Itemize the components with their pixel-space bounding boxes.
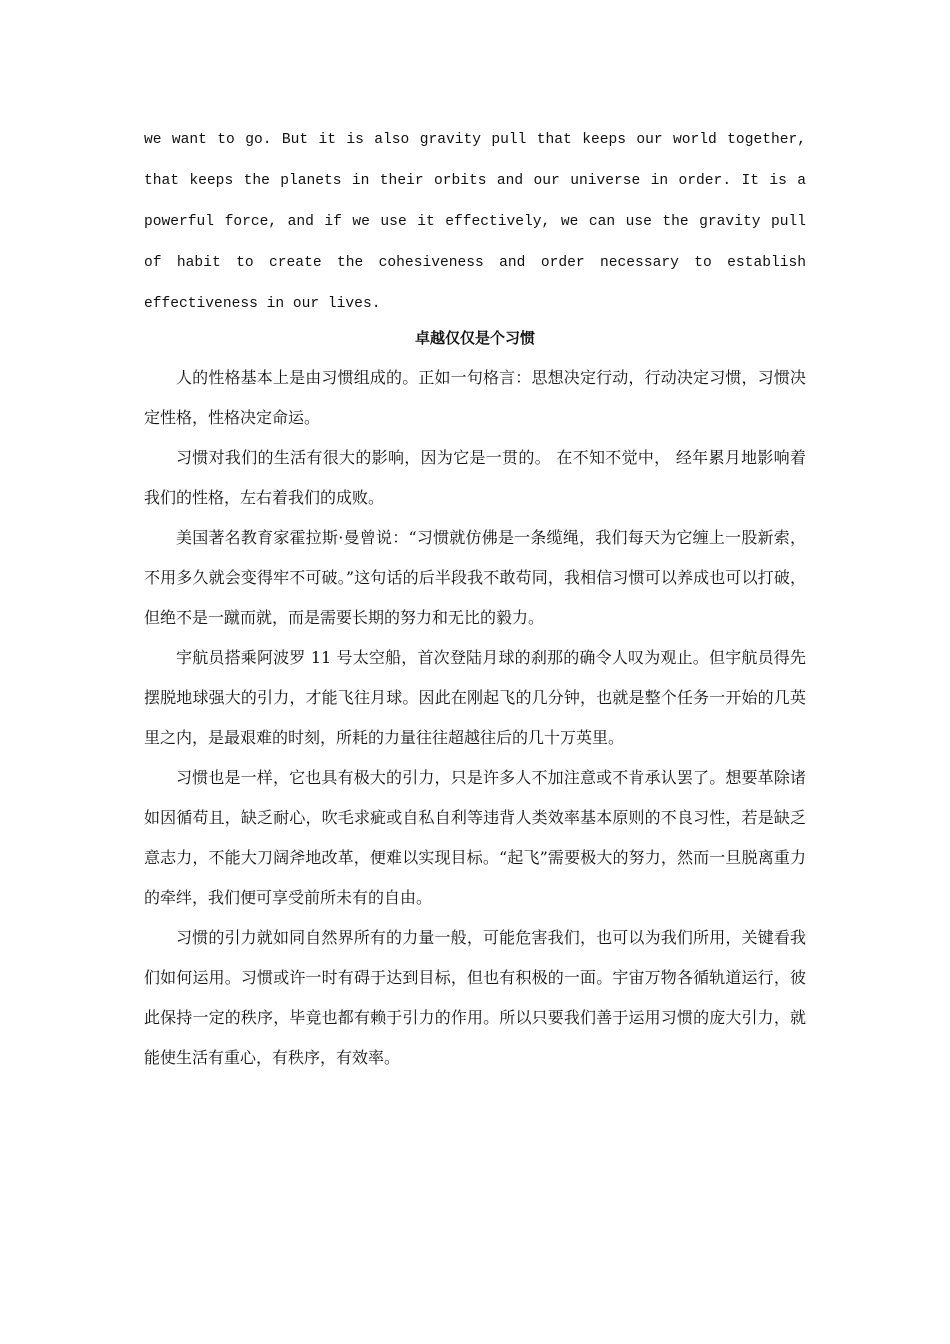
article-title: 卓越仅仅是个习惯 bbox=[414, 329, 535, 347]
body-paragraph-3: 美国著名教育家霍拉斯·曼曾说：“习惯就仿佛是一条缆绳，我们每天为它缠上一股新索，不用多久就会变得牢不可破。”这句话的后半段我不敢苟同，我相信习惯可以养成也可以打破，但绝不是一蹴而就，而是需要长期的努力和无比的毅力。 bbox=[144, 528, 806, 627]
body-paragraph-1: 人的性格基本上是由习惯组成的。正如一句格言：思想决定行动，行动决定习惯，习惯决定性格，性格决定命运。 bbox=[144, 368, 806, 427]
body-paragraph-4: 宇航员搭乘阿波罗 11 号太空船，首次登陆月球的刹那的确令人叹为观止。但宇航员得先摆脱地球强大的引力，才能飞往月球。因此在刚起飞的几分钟，也就是整个任务一开始的几英里之内，是最艰难的时刻，所耗的力量往往超越往后的几十万英里。 bbox=[144, 648, 806, 747]
body-paragraph-2: 习惯对我们的生活有很大的影响，因为它是一贯的。 在不知不觉中， 经年累月地影响着我们的性格，左右着我们的成败。 bbox=[144, 448, 806, 507]
body-paragraph-5: 习惯也是一样，它也具有极大的引力，只是许多人不加注意或不肯承认罢了。想要革除诸如因循苟且，缺乏耐心，吹毛求疵或自私自利等违背人类效率基本原则的不良习性，若是缺乏意志力，不能大刀阔斧地改革，便难以实现目标。“起飞”需要极大的努力，然而一旦脱离重力的牵绊，我们便可享受前所未有的自由。 bbox=[144, 768, 806, 907]
english-paragraph: we want to go. But it is also gravity pull that keeps our world together, that keeps the planets in their orbits and our universe in order. It is a powerful force, and if we use it effectively, we can use the gravity pull of habit to create the cohesiveness and order necessary to establish effectiveness in our lives. bbox=[144, 132, 806, 312]
article-body bbox=[144, 358, 806, 1078]
body-paragraph-6: 习惯的引力就如同自然界所有的力量一般，可能危害我们，也可以为我们所用，关键看我们如何运用。习惯或许一时有碍于达到目标，但也有积极的一面。宇宙万物各循轨道运行，彼此保持一定的秩序，毕竟也都有赖于引力的作用。所以只要我们善于运用习惯的庞大引力，就能使生活有重心，有秩序，有效率。 bbox=[144, 928, 806, 1067]
